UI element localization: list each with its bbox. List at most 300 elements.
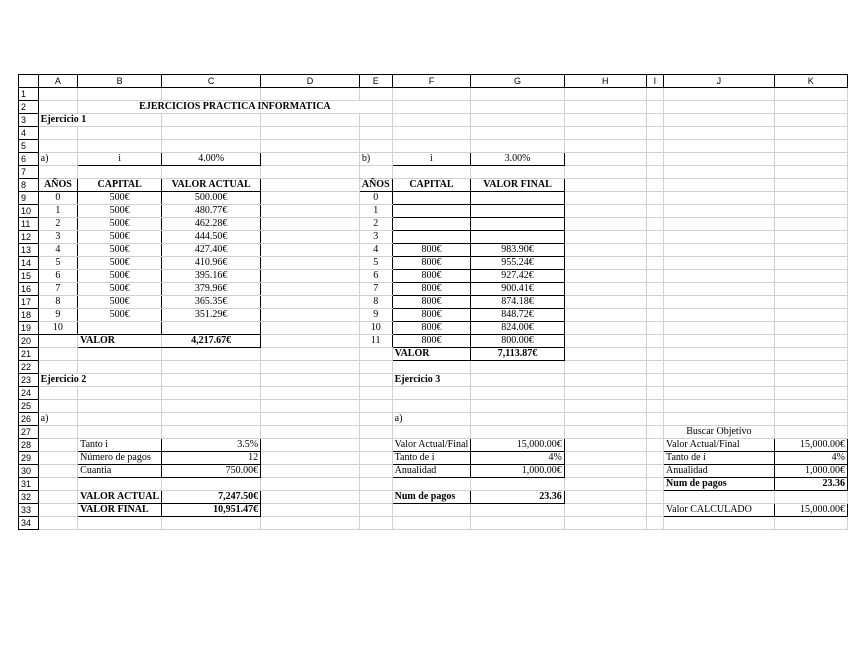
cell[interactable]: 2 [359,218,392,231]
cell[interactable] [646,166,663,179]
cell[interactable] [471,166,565,179]
cell[interactable] [261,439,360,452]
cell[interactable]: 983.90€ [471,244,565,257]
cell[interactable] [646,517,663,530]
row-header[interactable]: 5 [19,140,39,153]
cell[interactable] [359,439,392,452]
cell[interactable] [664,166,775,179]
cell[interactable] [564,114,646,127]
cell[interactable] [38,140,78,153]
cell[interactable]: a) [38,153,78,166]
cell[interactable]: Tanto de i [392,452,471,465]
cell[interactable] [261,88,360,101]
cell[interactable] [78,88,162,101]
cell[interactable] [38,491,78,504]
cell[interactable] [664,218,775,231]
cell[interactable]: 927.42€ [471,270,565,283]
cell[interactable] [564,218,646,231]
cell[interactable] [162,413,261,426]
cell[interactable]: Tanto i [78,439,162,452]
cell[interactable]: Valor Actual/Final [664,439,775,452]
cell[interactable] [359,400,392,413]
cell[interactable] [392,218,471,231]
cell[interactable]: 480.77€ [162,205,261,218]
cell[interactable]: Ejercicio 3 [392,374,471,387]
cell[interactable] [664,517,775,530]
cell[interactable] [774,140,847,153]
cell[interactable] [261,153,360,166]
cell[interactable]: 427.40€ [162,244,261,257]
cell[interactable] [774,153,847,166]
cell[interactable] [774,88,847,101]
cell[interactable] [78,517,162,530]
cell[interactable] [392,361,471,374]
cell[interactable] [646,88,663,101]
cell[interactable] [359,166,392,179]
cell[interactable]: 500€ [78,244,162,257]
cell[interactable] [646,400,663,413]
cell[interactable]: 12 [162,452,261,465]
cell[interactable] [564,335,646,348]
cell[interactable] [664,88,775,101]
cell[interactable]: 750.00€ [162,465,261,478]
cell[interactable] [564,231,646,244]
cell[interactable] [564,283,646,296]
col-header-c[interactable]: C [162,75,261,88]
col-header-f[interactable]: F [392,75,471,88]
cell[interactable] [261,517,360,530]
cell[interactable]: 351.29€ [162,309,261,322]
cell[interactable] [78,413,162,426]
cell[interactable]: 365.35€ [162,296,261,309]
row-header[interactable]: 7 [19,166,39,179]
cell[interactable]: 15,000.00€ [774,439,847,452]
cell[interactable] [564,88,646,101]
cell[interactable] [38,439,78,452]
row-header[interactable]: 14 [19,257,39,270]
cell[interactable]: 8 [359,296,392,309]
cell[interactable]: 0 [38,192,78,205]
row-header[interactable]: 10 [19,205,39,218]
cell[interactable] [774,244,847,257]
cell[interactable] [471,517,565,530]
cell[interactable] [471,218,565,231]
cell[interactable] [359,465,392,478]
cell[interactable]: 9 [359,309,392,322]
row-header[interactable]: 25 [19,400,39,413]
cell[interactable] [664,374,775,387]
cell[interactable] [664,283,775,296]
cell[interactable] [664,101,775,114]
cell[interactable] [261,270,360,283]
cell[interactable] [38,517,78,530]
cell[interactable] [646,140,663,153]
cell[interactable] [646,465,663,478]
cell[interactable] [162,114,261,127]
cell[interactable] [392,504,471,517]
cell[interactable] [359,491,392,504]
cell[interactable]: Cuantia [78,465,162,478]
row-header[interactable]: 11 [19,218,39,231]
row-header[interactable]: 32 [19,491,39,504]
cell[interactable]: 15,000.00€ [774,504,847,517]
cell[interactable] [471,413,565,426]
cell[interactable]: 23.36 [471,491,565,504]
cell[interactable] [774,179,847,192]
cell[interactable]: AÑOS [38,179,78,192]
cell[interactable] [359,452,392,465]
cell[interactable]: VALOR [78,335,162,348]
cell[interactable] [564,426,646,439]
cell[interactable]: 800€ [392,257,471,270]
cell[interactable] [646,257,663,270]
cell[interactable] [78,348,162,361]
cell[interactable] [392,231,471,244]
row-header[interactable]: 8 [19,179,39,192]
cell[interactable] [359,387,392,400]
row-header[interactable]: 4 [19,127,39,140]
cell[interactable] [162,400,261,413]
row-header[interactable]: 28 [19,439,39,452]
cell[interactable] [564,153,646,166]
cell[interactable] [471,101,565,114]
cell[interactable] [564,439,646,452]
cell[interactable] [471,205,565,218]
cell[interactable]: 3.00% [471,153,565,166]
cell[interactable] [774,348,847,361]
cell[interactable]: 800€ [392,322,471,335]
cell[interactable]: 4 [359,244,392,257]
cell[interactable]: Tanto de i [664,452,775,465]
cell[interactable] [359,426,392,439]
cell[interactable] [664,192,775,205]
cell[interactable]: Ejercicio 2 [38,374,162,387]
cell[interactable] [646,270,663,283]
cell[interactable]: 800€ [392,244,471,257]
cell[interactable] [564,257,646,270]
cell[interactable] [664,231,775,244]
cell[interactable]: 444.50€ [162,231,261,244]
cell[interactable] [646,192,663,205]
cell[interactable] [564,270,646,283]
cell[interactable]: 800€ [392,296,471,309]
cell[interactable] [261,244,360,257]
cell[interactable]: Valor CALCULADO [664,504,775,517]
cell[interactable] [564,413,646,426]
cell[interactable] [392,192,471,205]
cell[interactable] [392,478,471,491]
cell[interactable]: 500€ [78,309,162,322]
cell[interactable] [392,114,471,127]
cell[interactable]: 10 [359,322,392,335]
cell[interactable] [162,426,261,439]
cell[interactable]: 4% [774,452,847,465]
cell[interactable] [646,504,663,517]
cell[interactable] [261,465,360,478]
cell[interactable] [471,88,565,101]
cell[interactable]: 955.24€ [471,257,565,270]
row-header[interactable]: 16 [19,283,39,296]
row-header[interactable]: 12 [19,231,39,244]
cell[interactable]: 800€ [392,335,471,348]
cell[interactable] [664,153,775,166]
cell[interactable] [471,478,565,491]
cell[interactable] [774,335,847,348]
cell[interactable] [392,426,471,439]
cell[interactable] [359,88,392,101]
row-header[interactable]: 23 [19,374,39,387]
cell[interactable]: 7,247.50€ [162,491,261,504]
cell[interactable]: i [78,153,162,166]
cell[interactable]: Buscar Objetivo [664,426,775,439]
cell[interactable]: VALOR ACTUAL [162,179,261,192]
cell[interactable] [392,127,471,140]
cell[interactable]: 3.5% [162,439,261,452]
cell[interactable] [646,296,663,309]
row-header[interactable]: 6 [19,153,39,166]
cell[interactable] [646,478,663,491]
col-header-a[interactable]: A [38,75,78,88]
cell[interactable] [38,88,78,101]
cell[interactable] [664,413,775,426]
cell[interactable]: i [392,153,471,166]
cell[interactable] [162,140,261,153]
cell[interactable] [774,309,847,322]
cell[interactable] [774,218,847,231]
cell[interactable] [564,465,646,478]
col-header-b[interactable]: B [78,75,162,88]
row-header[interactable]: 22 [19,361,39,374]
cell[interactable] [392,387,471,400]
cell[interactable] [38,400,78,413]
row-header[interactable]: 13 [19,244,39,257]
cell[interactable]: 6 [359,270,392,283]
cell[interactable]: 500.00€ [162,192,261,205]
cell[interactable] [774,114,847,127]
row-header[interactable]: 18 [19,309,39,322]
cell[interactable] [359,374,392,387]
cell[interactable] [564,504,646,517]
cell[interactable] [564,127,646,140]
cell[interactable] [162,374,261,387]
row-header[interactable]: 29 [19,452,39,465]
cell[interactable] [261,231,360,244]
cell[interactable]: 500€ [78,296,162,309]
cell[interactable]: 900.41€ [471,283,565,296]
cell[interactable] [774,374,847,387]
cell[interactable]: 7,113.87€ [471,348,565,361]
cell[interactable] [564,192,646,205]
cell[interactable] [664,127,775,140]
cell[interactable]: 10 [38,322,78,335]
cell[interactable] [564,101,646,114]
cell[interactable] [261,426,360,439]
cell[interactable] [564,348,646,361]
cell[interactable] [162,166,261,179]
cell[interactable] [261,504,360,517]
cell[interactable] [471,114,565,127]
cell[interactable] [646,439,663,452]
cell[interactable]: 10,951.47€ [162,504,261,517]
cell[interactable] [392,101,471,114]
cell[interactable]: 3 [38,231,78,244]
row-header[interactable]: 20 [19,335,39,348]
cell[interactable] [564,361,646,374]
cell[interactable]: 379.96€ [162,283,261,296]
cell[interactable] [261,218,360,231]
cell[interactable] [564,491,646,504]
cell[interactable]: 23.36 [774,478,847,491]
cell[interactable] [664,322,775,335]
cell[interactable] [774,127,847,140]
cell[interactable] [261,114,360,127]
cell[interactable] [564,387,646,400]
row-header[interactable]: 19 [19,322,39,335]
cell[interactable] [774,491,847,504]
cell[interactable]: 800€ [392,283,471,296]
cell[interactable] [261,127,360,140]
cell[interactable]: 500€ [78,283,162,296]
cell[interactable] [261,387,360,400]
cell[interactable]: 500€ [78,257,162,270]
col-header-g[interactable]: G [471,75,565,88]
cell[interactable] [564,322,646,335]
cell[interactable] [664,296,775,309]
cell[interactable]: AÑOS [359,179,392,192]
cell[interactable]: 1 [359,205,392,218]
cell[interactable] [564,452,646,465]
cell[interactable] [564,374,646,387]
cell[interactable]: 7 [359,283,392,296]
cell[interactable] [774,231,847,244]
cell[interactable] [646,231,663,244]
cell[interactable] [359,413,392,426]
cell[interactable] [261,478,360,491]
cell[interactable]: VALOR [392,348,471,361]
cell[interactable] [38,361,78,374]
cell[interactable] [646,348,663,361]
cell[interactable]: 5 [359,257,392,270]
cell[interactable] [471,400,565,413]
row-header[interactable]: 3 [19,114,39,127]
cell[interactable] [78,322,162,335]
cell[interactable] [564,244,646,257]
cell[interactable]: 0 [359,192,392,205]
row-header[interactable]: 17 [19,296,39,309]
cell[interactable] [471,426,565,439]
cell[interactable] [664,244,775,257]
cell[interactable]: 500€ [78,270,162,283]
cell[interactable] [162,322,261,335]
cell[interactable] [646,283,663,296]
cell[interactable]: CAPITAL [78,179,162,192]
cell[interactable]: 800€ [392,309,471,322]
cell[interactable] [261,296,360,309]
cell[interactable] [774,257,847,270]
row-header[interactable]: 24 [19,387,39,400]
cell[interactable] [471,127,565,140]
row-header[interactable]: 27 [19,426,39,439]
cell[interactable] [471,387,565,400]
cell[interactable]: Ejercicio 1 [38,114,162,127]
cell[interactable] [646,335,663,348]
cell[interactable]: 824.00€ [471,322,565,335]
cell[interactable] [38,478,78,491]
cell[interactable] [261,413,360,426]
cell[interactable]: 874.18€ [471,296,565,309]
cell[interactable] [664,179,775,192]
cell[interactable] [359,114,392,127]
cell[interactable] [471,361,565,374]
cell[interactable] [646,101,663,114]
cell[interactable] [392,166,471,179]
col-header-j[interactable]: J [664,75,775,88]
cell[interactable] [38,166,78,179]
row-header[interactable]: 9 [19,192,39,205]
cell[interactable] [564,205,646,218]
cell[interactable]: 1 [38,205,78,218]
row-header[interactable]: 30 [19,465,39,478]
cell[interactable] [162,127,261,140]
cell[interactable]: CAPITAL [392,179,471,192]
cell[interactable]: 500€ [78,218,162,231]
cell[interactable]: 4% [471,452,565,465]
col-header-h[interactable]: H [564,75,646,88]
cell[interactable] [664,140,775,153]
cell[interactable] [646,244,663,257]
cell[interactable] [261,491,360,504]
cell[interactable] [646,179,663,192]
cell[interactable]: 7 [38,283,78,296]
cell[interactable] [564,478,646,491]
row-header[interactable]: 21 [19,348,39,361]
cell[interactable] [38,387,78,400]
cell[interactable] [564,309,646,322]
cell[interactable] [392,400,471,413]
cell[interactable] [261,283,360,296]
cell[interactable]: 3 [359,231,392,244]
cell[interactable] [359,517,392,530]
cell[interactable] [38,335,78,348]
cell[interactable] [774,205,847,218]
cell[interactable] [664,114,775,127]
cell[interactable] [261,322,360,335]
cell[interactable] [38,101,78,114]
cell[interactable] [646,413,663,426]
cell[interactable] [774,166,847,179]
cell[interactable]: 4,217.67€ [162,335,261,348]
cell[interactable] [646,491,663,504]
cell[interactable] [392,140,471,153]
cell[interactable] [38,127,78,140]
cell[interactable] [392,88,471,101]
col-header-e[interactable]: E [359,75,392,88]
cell[interactable] [261,309,360,322]
cell[interactable]: 410.96€ [162,257,261,270]
cell[interactable] [664,361,775,374]
cell[interactable] [646,114,663,127]
row-header[interactable]: 15 [19,270,39,283]
row-header[interactable]: 26 [19,413,39,426]
cell[interactable] [774,517,847,530]
cell[interactable] [774,387,847,400]
cell[interactable] [646,374,663,387]
row-header[interactable]: 33 [19,504,39,517]
cell[interactable]: VALOR FINAL [78,504,162,517]
cell[interactable]: 800.00€ [471,335,565,348]
cell[interactable]: VALOR FINAL [471,179,565,192]
cell[interactable] [646,322,663,335]
